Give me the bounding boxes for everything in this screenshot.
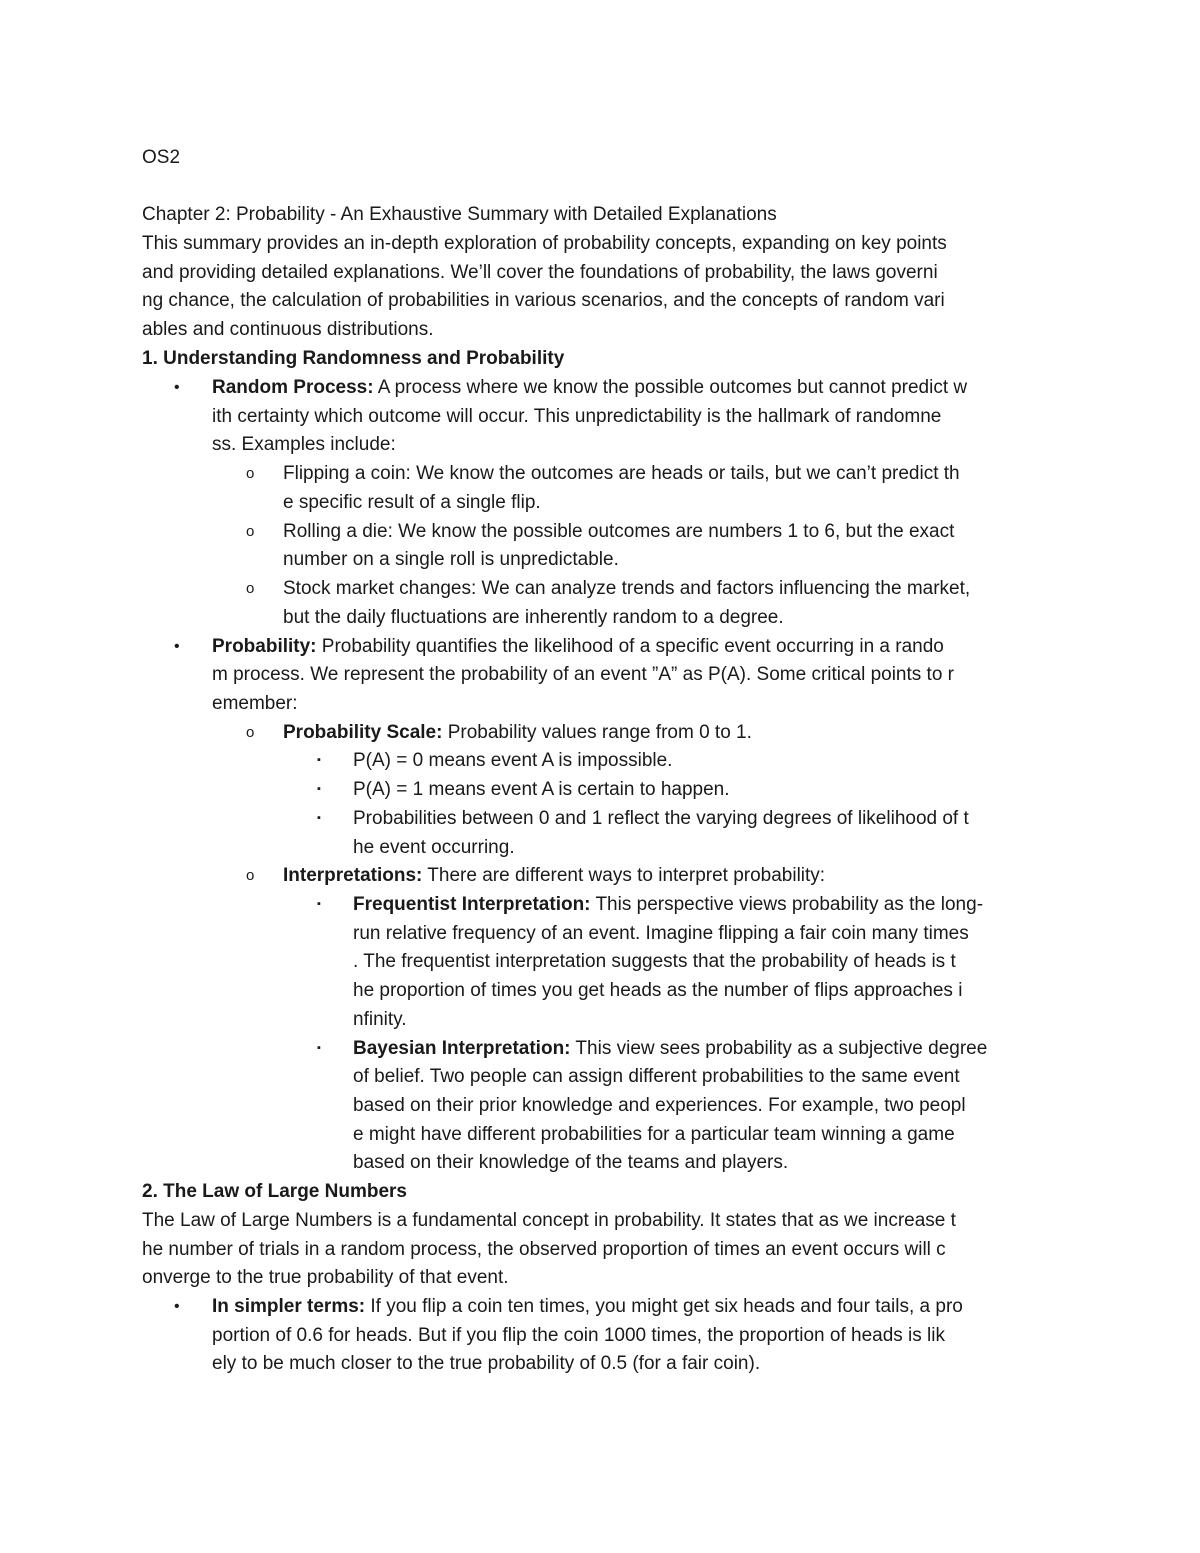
scale-point: Probabilities between 0 and 1 reflect the varying degrees of likelihood of t <box>353 808 969 829</box>
bullet-icon: ▪ <box>317 754 321 766</box>
term-label: In simpler terms: <box>212 1296 366 1317</box>
bullet-icon: ▪ <box>317 1042 321 1054</box>
term-label: Probability: <box>212 636 317 657</box>
item-text: There are different ways to interpret probability: <box>422 865 826 886</box>
item-text-line: ely to be much closer to the true probability of 0.5 (for a fair coin). <box>212 1353 761 1374</box>
item-text-line: ith certainty which outcome will occur. This unpredictability is the hallmark of randomne <box>212 406 942 427</box>
item-text-line: of belief. Two people can assign different probabilities to the same event <box>353 1066 960 1087</box>
bullet-icon: o <box>246 465 255 482</box>
item-text-line: portion of 0.6 for heads. But if you flip the coin 1000 times, the proportion of heads is lik <box>212 1325 945 1346</box>
item-text: This view sees probability as a subjective degree <box>570 1038 988 1059</box>
doc-label: OS2 <box>142 147 181 168</box>
bullet-icon: • <box>174 1298 180 1315</box>
list-item-bayesian <box>353 1034 987 1063</box>
item-text-line: based on their prior knowledge and experiences. For example, two peopl <box>353 1095 966 1116</box>
term-label: Frequentist Interpretation: <box>353 894 591 915</box>
example-line: e specific result of a single flip. <box>283 492 541 513</box>
term-label: Probability Scale: <box>283 722 443 743</box>
bullet-icon: • <box>174 379 180 396</box>
term-label: Interpretations: <box>283 865 423 886</box>
item-text: Probability values range from 0 to 1. <box>442 722 752 743</box>
item-text: If you flip a coin ten times, you might get six heads and four tails, a pro <box>365 1296 963 1317</box>
item-text-line: he proportion of times you get heads as the number of flips approaches i <box>353 980 963 1001</box>
intro-line: and providing detailed explanations. We’ll cover the foundations of probability, the laws governi <box>142 262 938 283</box>
intro-line: ables and continuous distributions. <box>142 319 434 340</box>
example-line: Flipping a coin: We know the outcomes are heads or tails, but we can’t predict th <box>283 463 960 484</box>
item-text: Probability quantifies the likelihood of a specific event occurring in a rando <box>316 636 944 657</box>
item-text-line: nfinity. <box>353 1009 407 1030</box>
list-item-random-process <box>212 373 967 402</box>
list-item-interpretations <box>283 861 825 890</box>
list-item-probability-scale <box>283 718 752 747</box>
bullet-icon: ▪ <box>317 898 321 910</box>
term-label: Random Process: <box>212 377 374 398</box>
paragraph-line: The Law of Large Numbers is a fundamental concept in probability. It states that as we increase t <box>142 1210 956 1231</box>
scale-point: P(A) = 0 means event A is impossible. <box>353 750 673 771</box>
example-line: Rolling a die: We know the possible outcomes are numbers 1 to 6, but the exact <box>283 521 955 542</box>
list-item-probability <box>212 632 944 661</box>
bullet-icon: o <box>246 724 255 741</box>
bullet-icon: ▪ <box>317 812 321 824</box>
scale-point: P(A) = 1 means event A is certain to happen. <box>353 779 730 800</box>
item-text-line: m process. We represent the probability of an event ”A” as P(A). Some critical points to r <box>212 664 955 685</box>
scale-point: he event occurring. <box>353 837 515 858</box>
item-text: A process where we know the possible outcomes but cannot predict w <box>373 377 968 398</box>
page-title: Chapter 2: Probability - An Exhaustive Summary with Detailed Explanations <box>142 204 777 225</box>
item-text: This perspective views probability as the long- <box>590 894 984 915</box>
section-heading: 2. The Law of Large Numbers <box>142 1181 407 1202</box>
section-heading: 1. Understanding Randomness and Probability <box>142 348 565 369</box>
paragraph-line: onverge to the true probability of that event. <box>142 1267 509 1288</box>
list-item-frequentist <box>353 890 983 919</box>
intro-line: ng chance, the calculation of probabilities in various scenarios, and the concepts of random vari <box>142 290 945 311</box>
item-text-line: . The frequentist interpretation suggests that the probability of heads is t <box>353 951 956 972</box>
example-line: number on a single roll is unpredictable. <box>283 549 619 570</box>
item-text-line: e might have different probabilities for a particular team winning a game <box>353 1124 955 1145</box>
item-text-line: ss. Examples include: <box>212 434 396 455</box>
bullet-icon: o <box>246 580 255 597</box>
item-text-line: based on their knowledge of the teams and players. <box>353 1152 789 1173</box>
bullet-icon: ▪ <box>317 783 321 795</box>
term-label: Bayesian Interpretation: <box>353 1038 571 1059</box>
example-line: but the daily fluctuations are inherently random to a degree. <box>283 607 784 628</box>
intro-line: This summary provides an in-depth exploration of probability concepts, expanding on key points <box>142 233 947 254</box>
bullet-icon: o <box>246 867 255 884</box>
bullet-icon: • <box>174 638 180 655</box>
paragraph-line: he number of trials in a random process, the observed proportion of times an event occurs will c <box>142 1239 946 1260</box>
item-text-line: emember: <box>212 693 298 714</box>
list-item-simpler-terms <box>212 1292 963 1321</box>
item-text-line: run relative frequency of an event. Imagine flipping a fair coin many times <box>353 923 969 944</box>
bullet-icon: o <box>246 523 255 540</box>
example-line: Stock market changes: We can analyze trends and factors influencing the market, <box>283 578 971 599</box>
